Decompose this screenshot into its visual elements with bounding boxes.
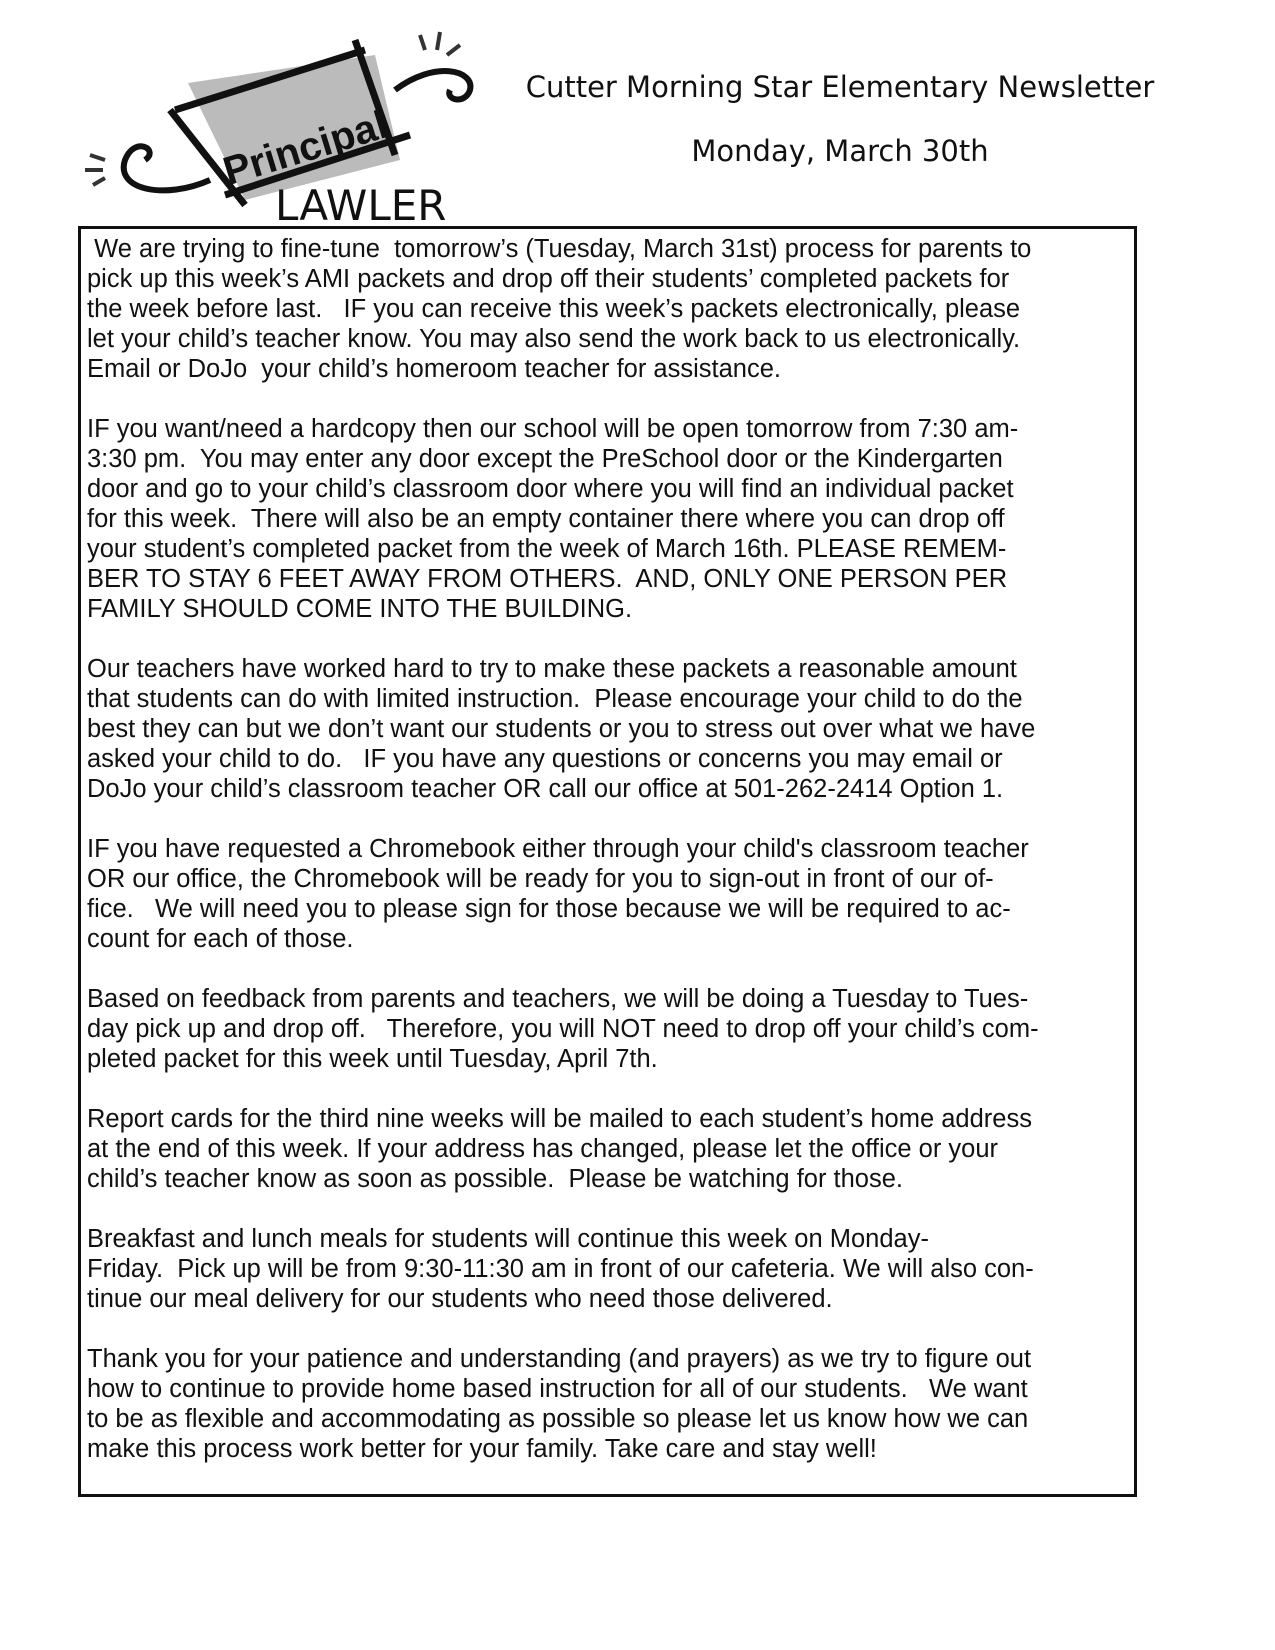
text-line: day pick up and drop off. Therefore, you will NOT need to drop off your child’s com- [87, 1015, 1039, 1043]
paragraph [87, 1344, 1132, 1464]
text-line: let your child’s teacher know. You may also send the work back to us electronically. [87, 325, 1021, 353]
text-line: the week before last. IF you can receive this week’s packets electronically, please [87, 295, 1021, 323]
text-line: Based on feedback from parents and teachers, we will be doing a Tuesday to Tues- [87, 985, 1029, 1013]
text-line: asked your child to do. IF you have any questions or concerns you may email or [87, 745, 1003, 773]
text-line: IF you have requested a Chromebook either through your child's classroom teacher [87, 835, 1029, 863]
logo-banner-text: Principal [218, 102, 393, 195]
text-line: for this week. There will also be an empty container there where you can drop off [87, 505, 1005, 533]
paragraph [87, 834, 1132, 954]
text-line: OR our office, the Chromebook will be ready for you to sign-out in front of our of- [87, 865, 994, 893]
text-line: to be as flexible and accommodating as possible so please let us know how we can [87, 1405, 1029, 1433]
text-line: Report cards for the third nine weeks will be mailed to each student’s home address [87, 1105, 1032, 1133]
text-line: best they can but we don’t want our students or you to stress out over what we have [87, 715, 1036, 743]
text-line: door and go to your child’s classroom door where you will find an individual packet [87, 475, 1014, 503]
text-line: at the end of this week. If your address has changed, please let the office or your [87, 1135, 999, 1163]
text-line: how to continue to provide home based instruction for all of our students. We want [87, 1375, 1028, 1403]
text-line: Breakfast and lunch meals for students will continue this week on Monday- [87, 1225, 929, 1253]
text-line: that students can do with limited instruction. Please encourage your child to do the [87, 685, 1023, 713]
text-line: pleted packet for this week until Tuesday, April 7th. [87, 1045, 658, 1073]
text-line: Our teachers have worked hard to try to make these packets a reasonable amount [87, 655, 1017, 683]
principal-lawler-logo [75, 20, 495, 230]
paragraph [87, 234, 1132, 384]
paragraph [87, 1224, 1132, 1314]
text-line: BER TO STAY 6 FEET AWAY FROM OTHERS. AND, ONLY ONE PERSON PER [87, 565, 1008, 593]
paragraph [87, 1104, 1132, 1194]
newsletter-body [87, 234, 1132, 1494]
text-line: Thank you for your patience and understanding (and prayers) as we try to figure out [87, 1345, 1032, 1373]
newsletter-date: Monday, March 30th [691, 134, 989, 168]
text-line: count for each of those. [87, 925, 354, 953]
text-line: DoJo your child’s classroom teacher OR call our office at 501-262-2414 Option 1. [87, 775, 1004, 803]
paragraph [87, 414, 1132, 624]
paragraph [87, 984, 1132, 1074]
text-line: Email or DoJo your child’s homeroom teacher for assistance. [87, 355, 781, 383]
paragraph [87, 654, 1132, 804]
text-line: make this process work better for your family. Take care and stay well! [87, 1435, 877, 1463]
text-line: We are trying to fine-tune tomorrow’s (Tuesday, March 31st) process for parents to [87, 235, 1032, 263]
text-line: child’s teacher know as soon as possible. Please be watching for those. [87, 1165, 903, 1193]
text-line: Friday. Pick up will be from 9:30-11:30 am in front of our cafeteria. We will also con- [87, 1255, 1034, 1283]
text-line: fice. We will need you to please sign for those because we will be required to ac- [87, 895, 1011, 923]
text-line: FAMILY SHOULD COME INTO THE BUILDING. [87, 595, 633, 623]
text-line: your student’s completed packet from the week of March 16th. PLEASE REMEM- [87, 535, 1007, 563]
text-line: pick up this week’s AMI packets and drop off their students’ completed packets for [87, 265, 1010, 293]
newsletter-title: Cutter Morning Star Elementary Newsletter [525, 70, 1155, 104]
logo-name-text: LAWLER [275, 181, 447, 230]
text-line: tinue our meal delivery for our students who need those delivered. [87, 1285, 833, 1313]
text-line: IF you want/need a hardcopy then our school will be open tomorrow from 7:30 am- [87, 415, 1019, 443]
text-line: 3:30 pm. You may enter any door except the PreSchool door or the Kindergarten [87, 445, 1003, 473]
